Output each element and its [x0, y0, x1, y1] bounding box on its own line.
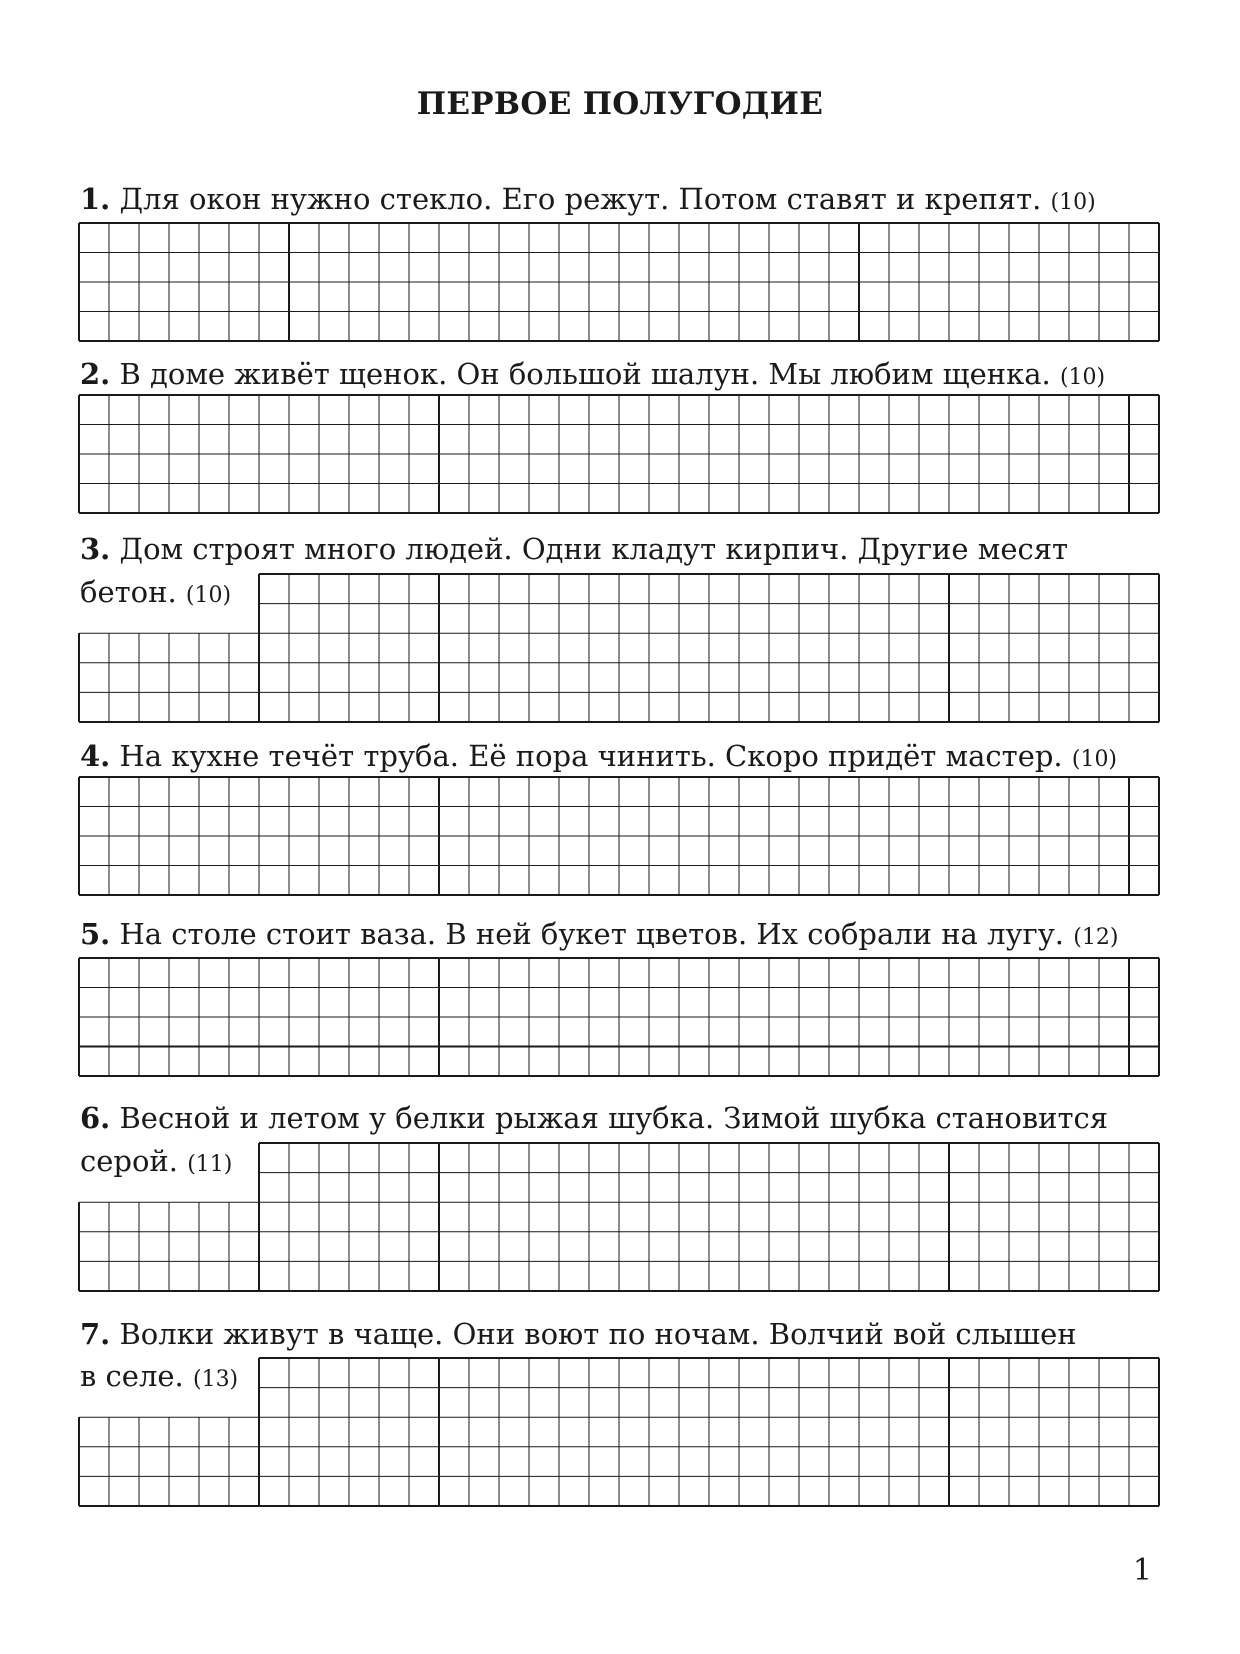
exercise-6-number: 6. [80, 1101, 111, 1135]
exercise-7-text: Волки живут в чаще. Они воют по ночам. Волчий вой слышен [119, 1317, 1077, 1351]
exercise-6-prompt [80, 1101, 1109, 1135]
exercise-6-text-line-2: серой. [80, 1144, 178, 1178]
exercise-1-grid[interactable] [78, 222, 1160, 342]
exercise-3-grid[interactable] [78, 573, 1160, 723]
exercise-6-grid[interactable] [78, 1142, 1160, 1292]
exercise-2-count: (10) [1059, 365, 1106, 390]
exercise-7-number: 7. [80, 1317, 111, 1351]
exercise-1-count: (10) [1050, 190, 1096, 215]
exercise-7-prompt [80, 1317, 1077, 1351]
exercise-4-count: (10) [1071, 747, 1118, 772]
exercise-1-prompt [80, 182, 1096, 216]
exercise-2-number: 2. [80, 357, 111, 391]
exercise-2-prompt [80, 357, 1106, 391]
exercise-4-text: На кухне течёт труба. Её пора чинить. Скоро придёт мастер. [119, 739, 1063, 773]
exercise-5-text: На столе стоит ваза. В ней букет цветов. Их собрали на лугу. [119, 917, 1065, 951]
exercise-6-count: (11) [187, 1152, 233, 1177]
exercise-3-text-line-2: бетон. [80, 575, 177, 609]
exercise-2-grid[interactable] [78, 394, 1160, 514]
exercise-2-text: В доме живёт щенок. Он большой шалун. Мы любим щенка. [119, 357, 1051, 391]
exercise-4-prompt [80, 739, 1118, 773]
exercise-1-text: Для окон нужно стекло. Его режут. Потом ставят и крепят. [119, 182, 1042, 216]
exercise-7-count: (13) [192, 1367, 239, 1392]
page-number: 1 [1132, 1553, 1152, 1588]
page-title: ПЕРВОЕ ПОЛУГОДИЕ [416, 86, 824, 122]
exercise-3-prompt [80, 532, 1069, 566]
exercise-3-text: Дом строят много людей. Одни кладут кирпич. Другие месят [119, 532, 1069, 566]
exercise-5-grid[interactable] [78, 957, 1160, 1077]
exercise-5-number: 5. [80, 917, 111, 951]
exercise-6-text: Весной и летом у белки рыжая шубка. Зимой шубка становится [119, 1101, 1109, 1135]
exercise-1-number: 1. [80, 182, 111, 216]
exercise-4-number: 4. [80, 739, 111, 773]
exercise-3-count: (10) [185, 583, 232, 608]
exercise-5-count: (12) [1073, 925, 1119, 950]
exercise-7-grid[interactable] [78, 1357, 1160, 1507]
exercise-4-grid[interactable] [78, 776, 1160, 896]
exercise-5-prompt [80, 917, 1119, 951]
exercise-7-text-line-2: в селе. [80, 1359, 184, 1393]
exercise-3-number: 3. [80, 532, 111, 566]
